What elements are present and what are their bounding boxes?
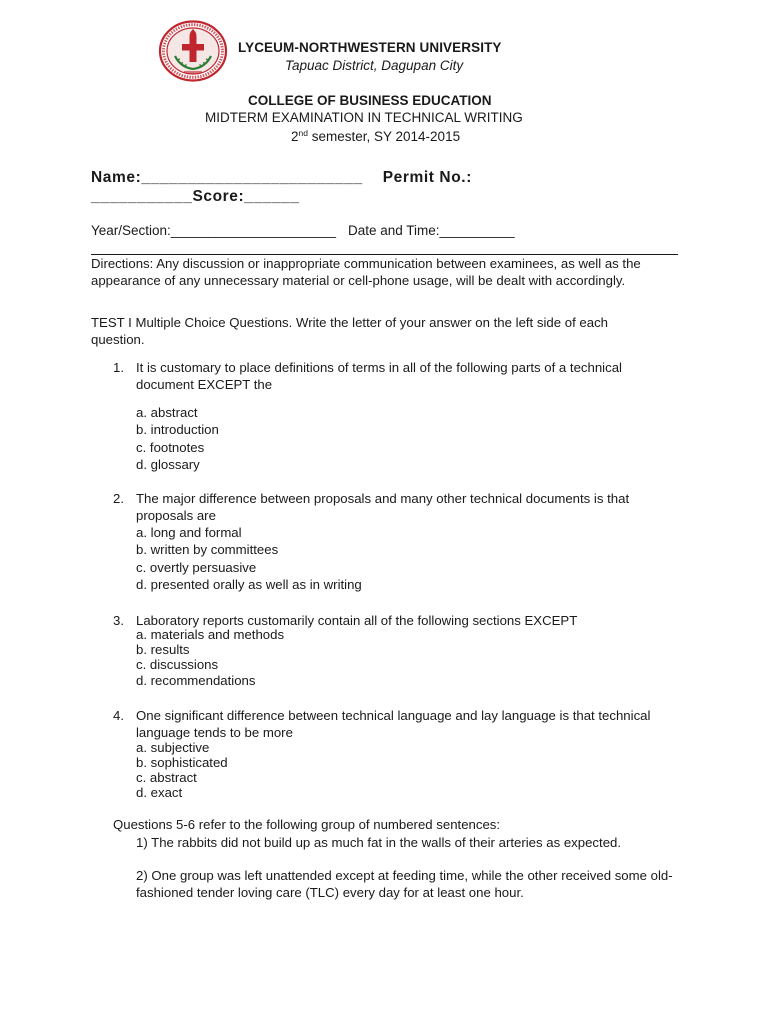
directions-text: Directions: Any discussion or inappropriate communication between examinees, as well as the appearance of any unnecessary material or cell-phone usage, will be dealt with accordingly.	[91, 256, 641, 288]
university-name: LYCEUM-NORTHWESTERN UNIVERSITY	[238, 40, 502, 55]
option-d[interactable]: d. presented orally as well as in writing	[136, 577, 362, 592]
option-b[interactable]: b. introduction	[136, 422, 219, 437]
semester-ordinal: nd	[298, 128, 308, 138]
numbered-sentence: 1) The rabbits did not build up as much fat in the walls of their arteries as expected.	[136, 835, 622, 850]
option-c[interactable]: c. footnotes	[136, 440, 205, 455]
question-number: 3.	[113, 613, 124, 628]
question-number: 2.	[113, 491, 124, 506]
option-c[interactable]: c. abstract	[136, 770, 197, 785]
question-stem: Laboratory reports customarily contain all of the following sections EXCEPT	[136, 613, 578, 628]
exam-title: MIDTERM EXAMINATION IN TECHNICAL WRITING	[205, 110, 523, 125]
name-blank[interactable]: ________________________	[141, 169, 363, 186]
year-date-line	[91, 223, 515, 238]
question-stem: The major difference between proposals and many other technical documents is that proposals are	[136, 491, 630, 523]
option-a[interactable]: a. abstract	[136, 405, 198, 420]
university-address: Tapuac District, Dagupan City	[285, 58, 464, 73]
numbered-sentence: 2) One group was left unattended except at feeding time, while the other received some old-fashioned tender loving care (TLC) every day for at least one hour.	[136, 868, 673, 900]
permit-label: Permit No.:	[382, 169, 472, 186]
college-name: COLLEGE OF BUSINESS EDUCATION	[248, 93, 492, 108]
date-time-blank[interactable]: __________	[439, 223, 515, 238]
header-divider	[91, 254, 678, 255]
semester-year: semester, SY 2014-2015	[307, 129, 461, 144]
option-d[interactable]: d. glossary	[136, 457, 200, 472]
question-number: 4.	[113, 708, 124, 723]
test-heading: TEST I Multiple Choice Questions. Write the letter of your answer on the left side of each question.	[91, 315, 609, 347]
option-a[interactable]: a. materials and methods	[136, 627, 285, 642]
score-line	[91, 188, 300, 206]
date-time-label: Date and Time:	[348, 223, 440, 238]
question-group-intro: Questions 5-6 refer to the following group of numbered sentences:	[113, 817, 501, 832]
name-label: Name:	[91, 169, 142, 186]
score-blank[interactable]: ______	[244, 188, 300, 205]
question-number: 1.	[113, 360, 124, 375]
semester-line	[291, 128, 460, 144]
option-b[interactable]: b. sophisticated	[136, 755, 228, 770]
option-c[interactable]: c. overtly persuasive	[136, 560, 257, 575]
option-a[interactable]: a. subjective	[136, 740, 210, 755]
name-permit-line	[91, 169, 472, 187]
semester-number: 2	[291, 129, 299, 144]
option-d[interactable]: d. recommendations	[136, 673, 256, 688]
university-seal-logo	[158, 20, 228, 82]
option-c[interactable]: c. discussions	[136, 657, 219, 672]
option-b[interactable]: b. results	[136, 642, 190, 657]
option-d[interactable]: d. exact	[136, 785, 183, 800]
score-label: Score:	[192, 188, 245, 205]
year-section-blank[interactable]: ______________________	[170, 223, 336, 238]
permit-blank[interactable]: ___________	[91, 188, 193, 205]
year-section-label: Year/Section:	[91, 223, 171, 238]
question-stem: It is customary to place definitions of terms in all of the following parts of a technical document EXCEPT the	[136, 360, 622, 392]
option-b[interactable]: b. written by committees	[136, 542, 279, 557]
option-a[interactable]: a. long and formal	[136, 525, 242, 540]
question-stem: One significant difference between technical language and lay language is that technical language tends to be more	[136, 708, 651, 740]
